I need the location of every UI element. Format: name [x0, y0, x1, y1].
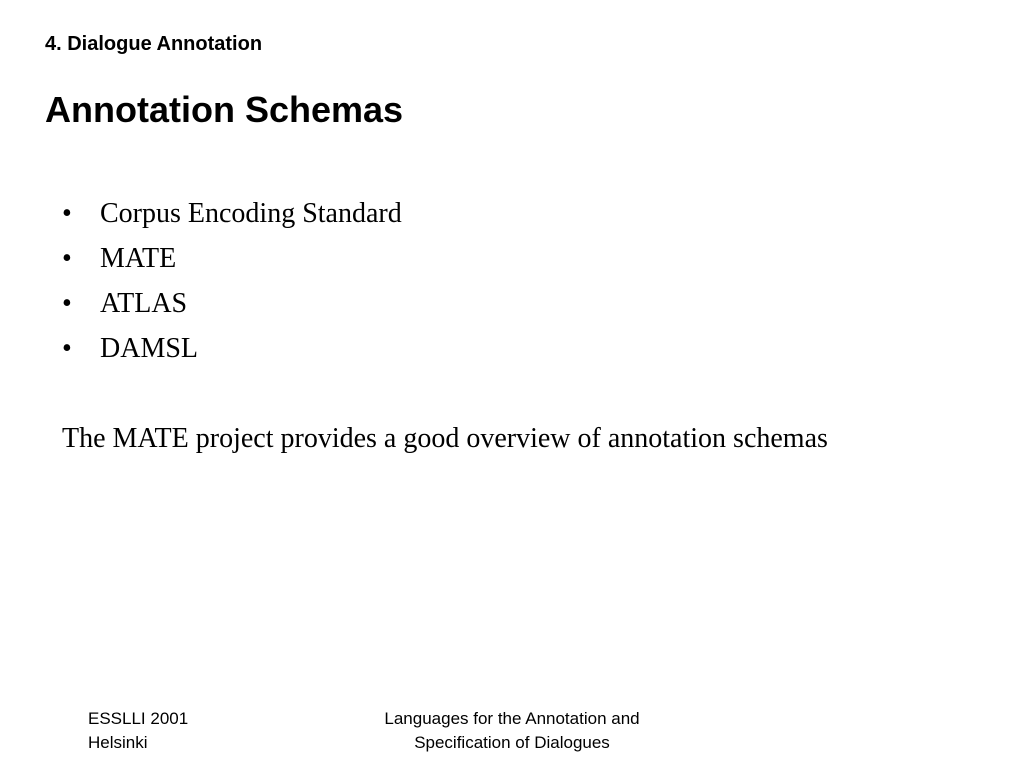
section-label: 4. Dialogue Annotation: [45, 33, 263, 55]
footer-center: [332, 707, 692, 755]
footer-event: ESSLLI 2001: [88, 709, 189, 728]
list-item-text: DAMSL: [100, 333, 199, 364]
list-item-text: ATLAS: [100, 288, 188, 319]
footer-left: [88, 707, 188, 755]
bullet-icon: •: [62, 288, 72, 319]
note-text: The MATE project provides a good overview of annotation schemas: [62, 423, 828, 454]
bullet-icon: •: [62, 198, 72, 229]
list-item-text: Corpus Encoding Standard: [100, 198, 402, 229]
bullet-list: [62, 194, 402, 374]
bullet-icon: •: [62, 243, 72, 274]
footer-course-line1: Languages for the Annotation and: [384, 709, 640, 728]
list-item: [62, 284, 402, 329]
slide-title: Annotation Schemas: [45, 89, 404, 130]
footer-location: Helsinki: [88, 733, 148, 752]
footer-course-line2: Specification of Dialogues: [414, 733, 610, 752]
list-item-text: MATE: [100, 243, 177, 274]
list-item: [62, 329, 402, 374]
bullet-icon: •: [62, 333, 72, 364]
list-item: [62, 194, 402, 239]
list-item: [62, 239, 402, 284]
